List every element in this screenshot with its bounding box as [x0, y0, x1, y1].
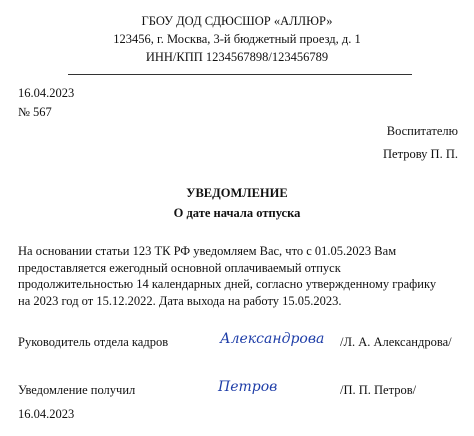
signature-date: 16.04.2023	[18, 407, 75, 421]
hr-handwritten-signature: Александрова	[220, 331, 325, 347]
received-handwritten-signature: Петров	[218, 379, 278, 395]
document-subtitle: О дате начала отпуска	[173, 206, 301, 220]
received-signature-label: Уведомление получил	[18, 383, 136, 397]
org-address: 123456, г. Москва, 3-й бюджетный проезд, д. 1	[113, 32, 361, 46]
body-line: на 2023 год от 15.12.2022. Дата выхода на работу 15.05.2023.	[18, 293, 342, 308]
hr-signer-name: /Л. А. Александрова/	[340, 335, 452, 349]
hr-signature-label: Руководитель отдела кадров	[18, 335, 169, 349]
org-name: ГБОУ ДОД СДЮСШОР «АЛЛЮР»	[141, 14, 333, 28]
body-line: продолжительностью 14 календарных дней, согласно утвержденному графику	[18, 277, 437, 291]
document-date: 16.04.2023	[18, 86, 75, 100]
recipient-position: Воспитателю	[386, 124, 458, 138]
header-divider	[68, 74, 412, 75]
org-inn-kpp: ИНН/КПП 1234567898/123456789	[145, 50, 329, 64]
document-body	[18, 243, 466, 309]
received-signer-name: /П. П. Петров/	[340, 383, 417, 397]
body-line: На основании статьи 123 ТК РФ уведомляем Вас, что с 01.05.2023 Вам	[18, 244, 397, 258]
body-line: предоставляется ежегодный основной оплачиваемый отпуск	[18, 260, 341, 275]
document-number: № 567	[18, 105, 52, 119]
document-title: УВЕДОМЛЕНИЕ	[186, 186, 288, 200]
recipient-name: Петрову П. П.	[383, 147, 458, 161]
